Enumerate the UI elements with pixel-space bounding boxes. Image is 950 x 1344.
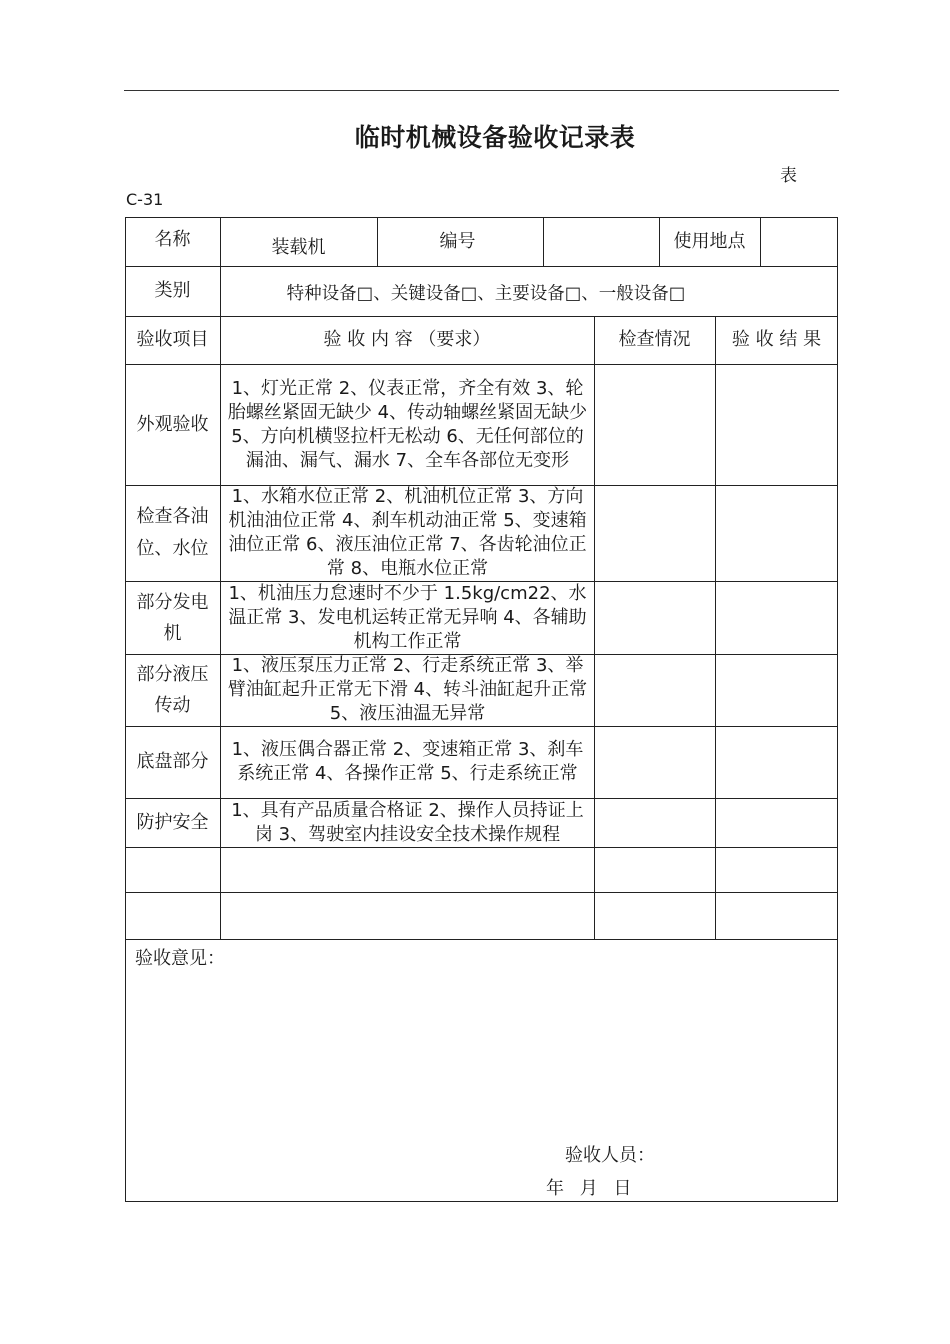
header-rule [124, 90, 839, 91]
number-label: 编号 [439, 230, 476, 252]
item-content: 1、机油压力怠速时不少于 1.5kg/cm22、水温正常 3、发电机运转正常无异响 4、各辅助机构工作正常 [228, 582, 587, 652]
check-cell[interactable] [594, 581, 715, 654]
inspector-label: 验收人员： [565, 1145, 655, 1166]
result-cell[interactable] [715, 798, 838, 847]
check-cell[interactable] [594, 847, 715, 892]
check-cell[interactable] [594, 726, 715, 798]
item-content: 1、具有产品质量合格证 2、操作人员持证上岗 3、驾驶室内挂设安全技术操作规程 [231, 799, 584, 845]
item-label: 检查各油位、水位 [136, 506, 209, 559]
item-label: 部分发电机 [136, 591, 209, 644]
document-title: 临时机械设备验收记录表 [354, 123, 636, 152]
item-content[interactable] [222, 892, 593, 939]
item-label: 防护安全 [136, 811, 209, 833]
check-cell[interactable] [594, 485, 715, 581]
form-code: C-31 [126, 190, 164, 209]
check-cell[interactable] [594, 798, 715, 847]
col-header-content: 验 收 内 容 （要求） [323, 329, 491, 350]
result-cell[interactable] [715, 485, 838, 581]
result-cell[interactable] [715, 581, 838, 654]
location-label: 使用地点 [673, 230, 746, 252]
form-label: 表 [780, 166, 797, 186]
item-label[interactable] [125, 847, 220, 892]
item-label: 底盘部分 [136, 751, 209, 772]
result-cell[interactable] [715, 364, 838, 485]
item-content[interactable] [222, 847, 593, 892]
item-content: 1、水箱水位正常 2、机油机位正常 3、方向机油油位正常 4、刹车机动油正常 5、变速箱油位正常 6、液压油位正常 7、各齿轮油位正常 8、电瓶水位正常 [228, 486, 587, 579]
item-label[interactable] [125, 892, 220, 939]
location-value [760, 217, 838, 266]
item-content: 1、液压泵压力正常 2、行走系统正常 3、举臂油缸起升正常无下滑 4、转斗油缸起升正常 5、液压油温无异常 [227, 655, 588, 724]
item-label: 外观验收 [136, 413, 209, 435]
item-content: 1、液压偶合器正常 2、变速箱正常 3、刹车系统正常 4、各操作正常 5、行走系统正常 [231, 739, 584, 784]
check-cell[interactable] [594, 364, 715, 485]
number-value [543, 217, 659, 266]
col-header-item: 验收项目 [136, 329, 209, 350]
date-label: 年 月 日 [546, 1178, 632, 1199]
result-cell[interactable] [715, 892, 838, 939]
col-header-result: 验 收 结 果 [731, 329, 822, 350]
check-cell[interactable] [594, 654, 715, 726]
name-label: 名称 [154, 229, 191, 250]
result-cell[interactable] [715, 847, 838, 892]
category-options: 特种设备□、关键设备□、主要设备□、一般设备□ [286, 284, 686, 304]
name-value: 装载机 [271, 236, 326, 258]
check-cell[interactable] [594, 892, 715, 939]
row-divider [125, 939, 838, 940]
opinion-label: 验收意见： [135, 948, 225, 969]
item-label: 部分液压传动 [136, 664, 209, 716]
col-header-check: 检查情况 [618, 329, 691, 350]
item-content: 1、灯光正常 2、仪表正常，齐全有效 3、轮胎螺丝紧固无缺少 4、传动轴螺丝紧固无缺少 5、方向机横竖拉杆无松动 6、无任何部位的漏油、漏气、漏水 7、全车各部位无变形 [227, 377, 588, 471]
category-label: 类别 [154, 280, 191, 301]
result-cell[interactable] [715, 654, 838, 726]
result-cell[interactable] [715, 726, 838, 798]
